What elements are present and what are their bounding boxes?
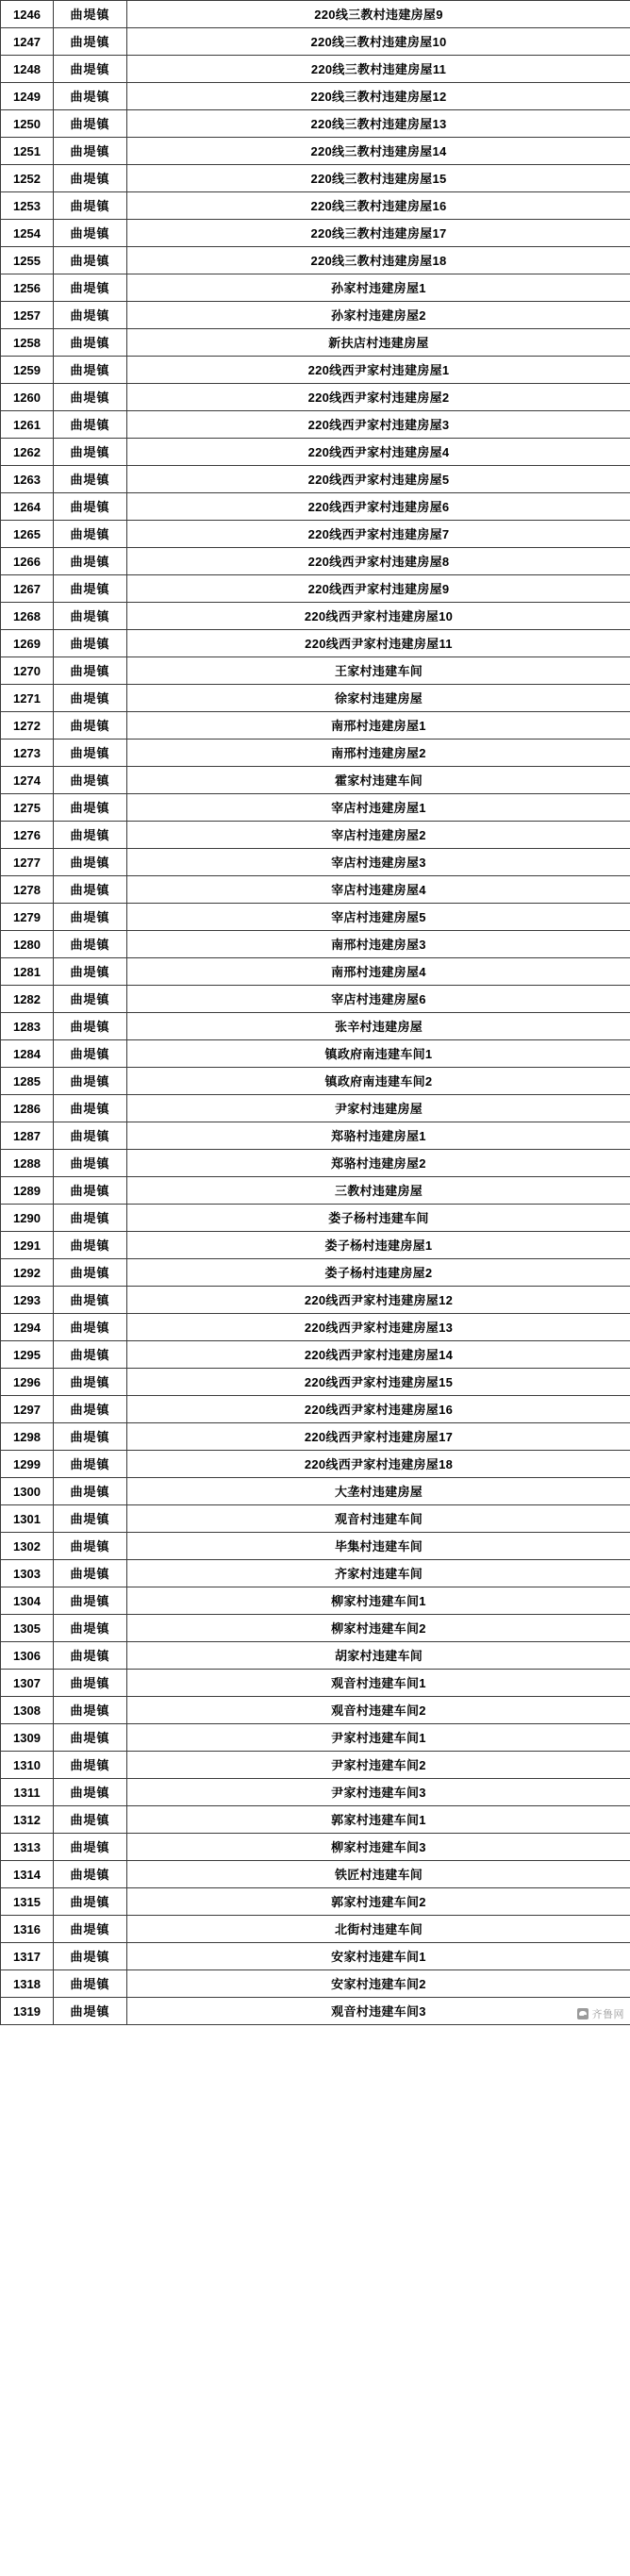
table-row <box>1 1 630 28</box>
cell-structure-name: 胡家村违建车间 <box>127 1642 630 1670</box>
cell-township: 曲堤镇 <box>54 1834 127 1861</box>
cell-township: 曲堤镇 <box>54 1916 127 1943</box>
cell-structure-name: 铁匠村违建车间 <box>127 1861 630 1888</box>
cell-sequence-number: 1251 <box>1 138 54 165</box>
cell-township: 曲堤镇 <box>54 794 127 822</box>
cell-structure-name: 王家村违建车间 <box>127 657 630 685</box>
cell-township: 曲堤镇 <box>54 1806 127 1834</box>
cell-structure-name: 南邢村违建房屋2 <box>127 740 630 767</box>
cell-structure-name: 220线西尹家村违建房屋1 <box>127 357 630 384</box>
cell-township: 曲堤镇 <box>54 1287 127 1314</box>
cell-sequence-number: 1306 <box>1 1642 54 1670</box>
cell-structure-name: 安家村违建车间2 <box>127 1970 630 1998</box>
table-row <box>1 548 630 575</box>
cell-township: 曲堤镇 <box>54 904 127 931</box>
table-row <box>1 521 630 548</box>
cell-sequence-number: 1286 <box>1 1095 54 1122</box>
cell-sequence-number: 1260 <box>1 384 54 411</box>
table-row <box>1 83 630 110</box>
cell-township: 曲堤镇 <box>54 1642 127 1670</box>
cell-sequence-number: 1263 <box>1 466 54 493</box>
table-row <box>1 822 630 849</box>
cell-township: 曲堤镇 <box>54 1095 127 1122</box>
cell-structure-name: 郑骆村违建房屋2 <box>127 1150 630 1177</box>
cell-structure-name: 220线三教村违建房屋18 <box>127 247 630 274</box>
cell-structure-name: 毕集村违建车间 <box>127 1533 630 1560</box>
cell-township: 曲堤镇 <box>54 630 127 657</box>
cell-sequence-number: 1272 <box>1 712 54 740</box>
table-row <box>1 657 630 685</box>
cell-structure-name: 220线西尹家村违建房屋15 <box>127 1369 630 1396</box>
cell-township: 曲堤镇 <box>54 439 127 466</box>
cell-sequence-number: 1291 <box>1 1232 54 1259</box>
table-row <box>1 1642 630 1670</box>
cell-structure-name: 郭家村违建车间1 <box>127 1806 630 1834</box>
cell-structure-name: 大垄村违建房屋 <box>127 1478 630 1505</box>
table-row <box>1 274 630 302</box>
table-row <box>1 1615 630 1642</box>
table-row <box>1 1724 630 1752</box>
cell-structure-name: 220线西尹家村违建房屋13 <box>127 1314 630 1341</box>
cell-township: 曲堤镇 <box>54 1451 127 1478</box>
watermark-text: 齐鲁网 <box>591 2009 624 2020</box>
cell-structure-name: 220线三教村违建房屋10 <box>127 28 630 56</box>
table-row <box>1 411 630 439</box>
table-row <box>1 165 630 192</box>
table-row <box>1 1095 630 1122</box>
cell-township: 曲堤镇 <box>54 384 127 411</box>
table-row <box>1 958 630 986</box>
cell-township: 曲堤镇 <box>54 1970 127 1998</box>
table-row <box>1 1396 630 1423</box>
cell-sequence-number: 1265 <box>1 521 54 548</box>
cell-sequence-number: 1285 <box>1 1068 54 1095</box>
table-row <box>1 1970 630 1998</box>
table-row <box>1 1505 630 1533</box>
cell-structure-name: 郭家村违建车间2 <box>127 1888 630 1916</box>
cell-sequence-number: 1262 <box>1 439 54 466</box>
cell-sequence-number: 1293 <box>1 1287 54 1314</box>
cell-structure-name: 观音村违建车间 <box>127 1505 630 1533</box>
cell-sequence-number: 1264 <box>1 493 54 521</box>
cell-structure-name: 宰店村违建房屋4 <box>127 876 630 904</box>
cell-township: 曲堤镇 <box>54 1177 127 1205</box>
cell-sequence-number: 1247 <box>1 28 54 56</box>
cell-township: 曲堤镇 <box>54 685 127 712</box>
cell-township: 曲堤镇 <box>54 192 127 220</box>
table-row <box>1 1670 630 1697</box>
cell-sequence-number: 1311 <box>1 1779 54 1806</box>
table-row <box>1 329 630 357</box>
cell-township: 曲堤镇 <box>54 1150 127 1177</box>
cell-structure-name: 宰店村违建房屋3 <box>127 849 630 876</box>
cell-township: 曲堤镇 <box>54 1560 127 1587</box>
table-row <box>1 1341 630 1369</box>
cell-structure-name: 北街村违建车间 <box>127 1916 630 1943</box>
cell-sequence-number: 1303 <box>1 1560 54 1587</box>
cell-township: 曲堤镇 <box>54 1259 127 1287</box>
cell-township: 曲堤镇 <box>54 274 127 302</box>
cell-sequence-number: 1292 <box>1 1259 54 1287</box>
table-row <box>1 685 630 712</box>
cell-structure-name: 柳家村违建车间1 <box>127 1587 630 1615</box>
cell-sequence-number: 1255 <box>1 247 54 274</box>
table-row <box>1 357 630 384</box>
cell-sequence-number: 1298 <box>1 1423 54 1451</box>
cell-sequence-number: 1270 <box>1 657 54 685</box>
table-row <box>1 904 630 931</box>
table-row <box>1 1998 630 2025</box>
table-row <box>1 1068 630 1095</box>
cell-structure-name: 三教村违建房屋 <box>127 1177 630 1205</box>
table-row <box>1 931 630 958</box>
table-row <box>1 56 630 83</box>
cell-structure-name: 220线西尹家村违建房屋17 <box>127 1423 630 1451</box>
cell-township: 曲堤镇 <box>54 493 127 521</box>
table-row <box>1 493 630 521</box>
table-row <box>1 1013 630 1040</box>
cell-structure-name: 220线西尹家村违建房屋6 <box>127 493 630 521</box>
cell-structure-name: 220线三教村违建房屋9 <box>127 1 630 28</box>
cell-sequence-number: 1249 <box>1 83 54 110</box>
cell-township: 曲堤镇 <box>54 931 127 958</box>
table-row <box>1 1943 630 1970</box>
cell-township: 曲堤镇 <box>54 1314 127 1341</box>
cell-structure-name: 娄子杨村违建房屋1 <box>127 1232 630 1259</box>
cell-township: 曲堤镇 <box>54 1205 127 1232</box>
table-row <box>1 986 630 1013</box>
table-row <box>1 192 630 220</box>
cell-township: 曲堤镇 <box>54 83 127 110</box>
cell-structure-name: 220线三教村违建房屋16 <box>127 192 630 220</box>
cell-sequence-number: 1284 <box>1 1040 54 1068</box>
cell-sequence-number: 1275 <box>1 794 54 822</box>
cell-sequence-number: 1310 <box>1 1752 54 1779</box>
cell-structure-name: 张辛村违建房屋 <box>127 1013 630 1040</box>
cell-sequence-number: 1276 <box>1 822 54 849</box>
cell-structure-name: 220线西尹家村违建房屋5 <box>127 466 630 493</box>
cell-structure-name: 尹家村违建房屋 <box>127 1095 630 1122</box>
cell-sequence-number: 1253 <box>1 192 54 220</box>
cell-sequence-number: 1279 <box>1 904 54 931</box>
cell-township: 曲堤镇 <box>54 1369 127 1396</box>
table-row <box>1 1779 630 1806</box>
cell-township: 曲堤镇 <box>54 1724 127 1752</box>
cell-sequence-number: 1266 <box>1 548 54 575</box>
table-row <box>1 1806 630 1834</box>
cell-township: 曲堤镇 <box>54 1396 127 1423</box>
table-row <box>1 1369 630 1396</box>
table-row <box>1 1150 630 1177</box>
cell-township: 曲堤镇 <box>54 657 127 685</box>
cell-structure-name: 220线三教村违建房屋11 <box>127 56 630 83</box>
cell-sequence-number: 1290 <box>1 1205 54 1232</box>
cell-township: 曲堤镇 <box>54 165 127 192</box>
cell-township: 曲堤镇 <box>54 138 127 165</box>
cell-sequence-number: 1283 <box>1 1013 54 1040</box>
cell-township: 曲堤镇 <box>54 603 127 630</box>
table-row <box>1 466 630 493</box>
cell-structure-name: 220线三教村违建房屋14 <box>127 138 630 165</box>
cell-structure-name: 孙家村违建房屋2 <box>127 302 630 329</box>
cell-sequence-number: 1295 <box>1 1341 54 1369</box>
table-row <box>1 1916 630 1943</box>
table-row <box>1 712 630 740</box>
cell-structure-name: 220线西尹家村违建房屋10 <box>127 603 630 630</box>
table-row <box>1 110 630 138</box>
cell-township: 曲堤镇 <box>54 986 127 1013</box>
cell-township: 曲堤镇 <box>54 1888 127 1916</box>
cell-township: 曲堤镇 <box>54 1943 127 1970</box>
cell-structure-name: 尹家村违建车间2 <box>127 1752 630 1779</box>
table-row <box>1 138 630 165</box>
cell-township: 曲堤镇 <box>54 575 127 603</box>
table-row <box>1 1287 630 1314</box>
cell-sequence-number: 1248 <box>1 56 54 83</box>
cell-structure-name: 南邢村违建房屋4 <box>127 958 630 986</box>
cell-sequence-number: 1257 <box>1 302 54 329</box>
cell-sequence-number: 1309 <box>1 1724 54 1752</box>
cell-sequence-number: 1267 <box>1 575 54 603</box>
cell-township: 曲堤镇 <box>54 1533 127 1560</box>
table-row <box>1 1533 630 1560</box>
cell-township: 曲堤镇 <box>54 1122 127 1150</box>
cell-sequence-number: 1287 <box>1 1122 54 1150</box>
table-row <box>1 876 630 904</box>
cell-sequence-number: 1315 <box>1 1888 54 1916</box>
cell-township: 曲堤镇 <box>54 302 127 329</box>
table-row <box>1 1177 630 1205</box>
cell-structure-name: 孙家村违建房屋1 <box>127 274 630 302</box>
cell-sequence-number: 1296 <box>1 1369 54 1396</box>
cell-sequence-number: 1269 <box>1 630 54 657</box>
table-row <box>1 1122 630 1150</box>
cell-structure-name: 220线三教村违建房屋12 <box>127 83 630 110</box>
cell-sequence-number: 1246 <box>1 1 54 28</box>
cell-structure-name: 安家村违建车间1 <box>127 1943 630 1970</box>
cell-township: 曲堤镇 <box>54 521 127 548</box>
cell-structure-name: 220线西尹家村违建房屋14 <box>127 1341 630 1369</box>
cell-township: 曲堤镇 <box>54 822 127 849</box>
cell-township: 曲堤镇 <box>54 1341 127 1369</box>
table-row <box>1 1259 630 1287</box>
table-row <box>1 28 630 56</box>
table-row <box>1 575 630 603</box>
table-row <box>1 1587 630 1615</box>
cell-township: 曲堤镇 <box>54 1752 127 1779</box>
cell-sequence-number: 1281 <box>1 958 54 986</box>
cell-township: 曲堤镇 <box>54 767 127 794</box>
cell-township: 曲堤镇 <box>54 56 127 83</box>
cell-sequence-number: 1316 <box>1 1916 54 1943</box>
cell-sequence-number: 1314 <box>1 1861 54 1888</box>
cell-sequence-number: 1268 <box>1 603 54 630</box>
cell-structure-name: 观音村违建车间3 <box>127 1998 630 2025</box>
cell-sequence-number: 1252 <box>1 165 54 192</box>
cell-structure-name: 尹家村违建车间3 <box>127 1779 630 1806</box>
cell-sequence-number: 1319 <box>1 1998 54 2025</box>
table-row <box>1 1232 630 1259</box>
cell-structure-name: 220线西尹家村违建房屋18 <box>127 1451 630 1478</box>
cell-structure-name: 新扶店村违建房屋 <box>127 329 630 357</box>
cell-township: 曲堤镇 <box>54 740 127 767</box>
cell-sequence-number: 1273 <box>1 740 54 767</box>
cell-sequence-number: 1256 <box>1 274 54 302</box>
cell-sequence-number: 1301 <box>1 1505 54 1533</box>
cell-structure-name: 220线西尹家村违建房屋8 <box>127 548 630 575</box>
cell-township: 曲堤镇 <box>54 1697 127 1724</box>
cell-structure-name: 宰店村违建房屋1 <box>127 794 630 822</box>
table-row <box>1 1560 630 1587</box>
table-row <box>1 1205 630 1232</box>
table-row <box>1 849 630 876</box>
cell-township: 曲堤镇 <box>54 1670 127 1697</box>
cell-township: 曲堤镇 <box>54 1 127 28</box>
cell-township: 曲堤镇 <box>54 247 127 274</box>
cell-sequence-number: 1282 <box>1 986 54 1013</box>
table-row <box>1 1314 630 1341</box>
table-row <box>1 1888 630 1916</box>
cell-structure-name: 220线西尹家村违建房屋11 <box>127 630 630 657</box>
table-row <box>1 767 630 794</box>
table-row <box>1 1423 630 1451</box>
cell-structure-name: 宰店村违建房屋5 <box>127 904 630 931</box>
table-row <box>1 247 630 274</box>
cell-township: 曲堤镇 <box>54 1040 127 1068</box>
cell-sequence-number: 1304 <box>1 1587 54 1615</box>
cell-structure-name: 观音村违建车间1 <box>127 1670 630 1697</box>
table-row <box>1 1451 630 1478</box>
cell-structure-name: 220线西尹家村违建房屋2 <box>127 384 630 411</box>
cell-township: 曲堤镇 <box>54 1232 127 1259</box>
cell-township: 曲堤镇 <box>54 876 127 904</box>
table-row <box>1 1752 630 1779</box>
table-row <box>1 302 630 329</box>
cell-sequence-number: 1317 <box>1 1943 54 1970</box>
table-row <box>1 740 630 767</box>
cell-sequence-number: 1300 <box>1 1478 54 1505</box>
cell-township: 曲堤镇 <box>54 220 127 247</box>
cell-sequence-number: 1261 <box>1 411 54 439</box>
cell-township: 曲堤镇 <box>54 548 127 575</box>
cell-township: 曲堤镇 <box>54 1779 127 1806</box>
cell-structure-name: 220线三教村违建房屋17 <box>127 220 630 247</box>
cell-township: 曲堤镇 <box>54 849 127 876</box>
cell-township: 曲堤镇 <box>54 1615 127 1642</box>
cell-structure-name: 观音村违建车间2 <box>127 1697 630 1724</box>
cell-structure-name: 220线西尹家村违建房屋9 <box>127 575 630 603</box>
cell-structure-name: 南邢村违建房屋3 <box>127 931 630 958</box>
cell-sequence-number: 1297 <box>1 1396 54 1423</box>
cell-structure-name: 镇政府南违建车间2 <box>127 1068 630 1095</box>
table-row <box>1 1834 630 1861</box>
cell-sequence-number: 1294 <box>1 1314 54 1341</box>
cell-sequence-number: 1259 <box>1 357 54 384</box>
cell-structure-name: 220线西尹家村违建房屋7 <box>127 521 630 548</box>
cell-structure-name: 南邢村违建房屋1 <box>127 712 630 740</box>
cell-sequence-number: 1277 <box>1 849 54 876</box>
cell-township: 曲堤镇 <box>54 1478 127 1505</box>
cell-structure-name: 宰店村违建房屋6 <box>127 986 630 1013</box>
table-row <box>1 630 630 657</box>
cell-sequence-number: 1280 <box>1 931 54 958</box>
cell-township: 曲堤镇 <box>54 1013 127 1040</box>
cell-sequence-number: 1308 <box>1 1697 54 1724</box>
table-row <box>1 439 630 466</box>
cell-sequence-number: 1307 <box>1 1670 54 1697</box>
cell-sequence-number: 1318 <box>1 1970 54 1998</box>
cell-structure-name: 霍家村违建车间 <box>127 767 630 794</box>
cell-township: 曲堤镇 <box>54 1861 127 1888</box>
cell-township: 曲堤镇 <box>54 357 127 384</box>
table-row <box>1 220 630 247</box>
cell-sequence-number: 1313 <box>1 1834 54 1861</box>
cell-sequence-number: 1312 <box>1 1806 54 1834</box>
table-row <box>1 1478 630 1505</box>
cell-township: 曲堤镇 <box>54 1423 127 1451</box>
cell-township: 曲堤镇 <box>54 1505 127 1533</box>
table-body <box>1 1 630 2025</box>
cell-township: 曲堤镇 <box>54 1587 127 1615</box>
cell-structure-name: 柳家村违建车间3 <box>127 1834 630 1861</box>
cell-township: 曲堤镇 <box>54 329 127 357</box>
cell-structure-name: 郑骆村违建房屋1 <box>127 1122 630 1150</box>
cell-township: 曲堤镇 <box>54 1068 127 1095</box>
cell-structure-name: 娄子杨村违建车间 <box>127 1205 630 1232</box>
cell-structure-name: 宰店村违建房屋2 <box>127 822 630 849</box>
cell-structure-name: 柳家村违建车间2 <box>127 1615 630 1642</box>
table-row <box>1 384 630 411</box>
table-row <box>1 1861 630 1888</box>
cell-township: 曲堤镇 <box>54 466 127 493</box>
cell-sequence-number: 1274 <box>1 767 54 794</box>
cell-sequence-number: 1305 <box>1 1615 54 1642</box>
table-row <box>1 1040 630 1068</box>
table-row <box>1 794 630 822</box>
cell-sequence-number: 1258 <box>1 329 54 357</box>
cell-sequence-number: 1289 <box>1 1177 54 1205</box>
cell-sequence-number: 1254 <box>1 220 54 247</box>
cell-township: 曲堤镇 <box>54 958 127 986</box>
cell-structure-name: 齐家村违建车间 <box>127 1560 630 1587</box>
cell-structure-name: 镇政府南违建车间1 <box>127 1040 630 1068</box>
cell-structure-name: 徐家村违建房屋 <box>127 685 630 712</box>
cell-structure-name: 尹家村违建车间1 <box>127 1724 630 1752</box>
cell-structure-name: 娄子杨村违建房屋2 <box>127 1259 630 1287</box>
cell-structure-name: 220线西尹家村违建房屋16 <box>127 1396 630 1423</box>
table-row <box>1 1697 630 1724</box>
cell-sequence-number: 1288 <box>1 1150 54 1177</box>
cell-sequence-number: 1250 <box>1 110 54 138</box>
cell-township: 曲堤镇 <box>54 712 127 740</box>
cell-structure-name: 220线西尹家村违建房屋4 <box>127 439 630 466</box>
table-row <box>1 603 630 630</box>
cell-structure-name: 220线三教村违建房屋13 <box>127 110 630 138</box>
cell-township: 曲堤镇 <box>54 110 127 138</box>
cell-sequence-number: 1299 <box>1 1451 54 1478</box>
cell-structure-name: 220线三教村违建房屋15 <box>127 165 630 192</box>
cell-sequence-number: 1271 <box>1 685 54 712</box>
cell-sequence-number: 1302 <box>1 1533 54 1560</box>
cell-structure-name: 220线西尹家村违建房屋12 <box>127 1287 630 1314</box>
cell-structure-name: 220线西尹家村违建房屋3 <box>127 411 630 439</box>
cell-sequence-number: 1278 <box>1 876 54 904</box>
cell-township: 曲堤镇 <box>54 1998 127 2025</box>
cell-township: 曲堤镇 <box>54 411 127 439</box>
cell-township: 曲堤镇 <box>54 28 127 56</box>
